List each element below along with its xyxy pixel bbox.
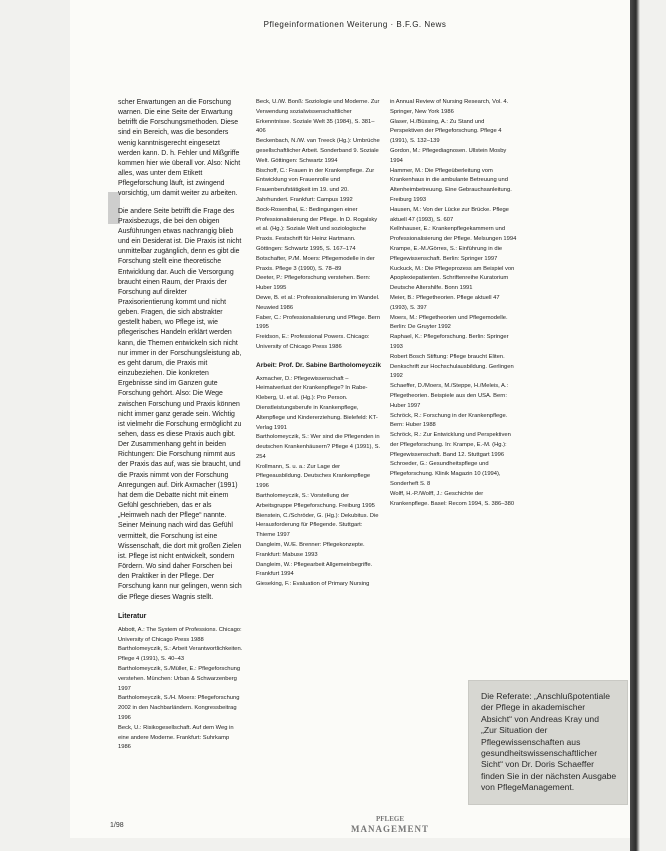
reference-entry: Wolff, H.-P./Wolff, J.: Geschichte der Krankenpflege. Basel: Recom 1994, S. 386–380 xyxy=(390,490,515,507)
reference-entry: Schröck, R.: Zur Entwicklung und Perspektiven der Pflegeforschung. In: Krampe, E.-M. (Hg.): Pflegewissenschaft. Band 12. Stuttgart 1996 xyxy=(390,432,511,458)
reference-entry: Gordon, M.: Pflegediagnosen. Ullstein Mosby 1994 xyxy=(390,147,507,164)
column-2 xyxy=(256,98,381,590)
page-number: 1/98 xyxy=(110,822,124,829)
reference-entry: Axmacher, D.: Pflegewissenschaft – Heimatverlust der Krankenpflege? In Rabe-Kleberg, U. et al. (Hg.): Pro Person. Dienstleistungsberufe in Krankenpflege, Altenpflege und Kindererziehung. Bielefeld: KT-Verlag 1991 xyxy=(256,375,378,431)
reference-entry: Bartholomeyczik, S./Müller, E.: Pflegeforschung verstehen. München: Urban & Schwarzenberg 1997 xyxy=(118,666,241,692)
reference-entry: Bischoff, C.: Frauen in der Krankenpflege. Zur Entwicklung von Frauenrolle und Frauenberufstätigkeit im 19. und 20. Jahrhundert. Frankfurt: Campus 1992 xyxy=(256,167,375,203)
reference-entry: Dewe, B. et al.: Professionalisierung im Wandel. Neuwied 1986 xyxy=(256,294,380,311)
reference-entry: Faber, C.: Professionalisierung und Pflege. Bern 1995 xyxy=(256,314,381,331)
reference-entry: Dangleim, W.: Pflegearbeit Allgemeinbegriffe. Frankfurt 1994 xyxy=(256,561,373,578)
body-paragraph-2: Die andere Seite betrifft die Frage des Praxisbezugs, die bei den obigen Ausführungen etwas nachrangig blieb und ein Desiderat ist. Die Praxis ist nicht unmittelbar zugänglich, denn es gibt die Forschung stellt eine theoretische Entwicklung dar. Auch die Versorgung braucht einen Raum, der Praxis der Forschung auf direkter Praxisorientierung kommt und nicht geben. Fragen, die sich abstrakter gestellt haben, wo Pflege ist, wie pflegerisches Handeln erklärt werden kann, die Themen entwickeln sich nicht nur immer in der Forschungsleistung ab, es geht darum, die Praxis mit einzubeziehen. Die konkreten Ergebnisse sind im Ganzen gute Forschung gehört. Also: Die Wege zwischen Forschung und Praxis können nicht immer ganz gerade sein. Wichtig ist vielmehr die Forschung ermöglicht zu sehen, dass es diese Praxis auch gibt. Der Zusammenhang geht in beiden Richtungen: Die Forschung nimmt aus der Praxis das auf, was sie braucht, und die Praxis nimmt von der Forschung Anregungen auf. Dirk Axmacher (1991) hat dem die Debatte nicht mit einem Gefühl geschrieben, das er als „Heimweh nach der Pflege“ nannte. Seiner Meinung nach wird das Gefühl vermittelt, die Forschung ist eine Wissenschaft, die dort mit großen Zielen ist. Pflege ist nicht entwickelt, sondern Fördern. Wo sind daher Forschen bei den Praktiker in der Pflege. Der Forschung kann nur gelingen, wenn sich die Pflege dieses Wagnis stellt. xyxy=(118,207,242,601)
reference-entry: Hammer, M.: Die Pflegeüberleitung vom Krankenhaus in die ambulante Betreuung und Altenheimbetreuung. Eine Gebrauchsanleitung. Freiburg 1993 xyxy=(390,167,512,203)
reference-entry: Beck, U.: Risikogesellschaft. Auf dem Weg in eine andere Moderne. Frankfurt: Suhrkamp 1986 xyxy=(118,724,234,751)
reference-entry: Krollmann, S. u. a.: Zur Lage der Pflegeausbildung. Deutsches Krankenpflege 1996 xyxy=(256,463,371,490)
reference-entry: Bock-Rosenthal, E.: Bedingungen einer Professionalisierung der Pflege. In D. Rogalsky et al. (Hg.): Soziale Welt und soziologische Praxis. Festschrift für Heinz Hartmann. Göttingen: Schwartz 1995, S. 167–174 xyxy=(256,206,378,252)
reference-list-b xyxy=(256,375,381,591)
literature-heading: Literatur xyxy=(118,612,147,620)
magazine-logo xyxy=(330,814,450,836)
reference-entry: Raphael, K.: Pflegeforschung. Berlin: Springer 1993 xyxy=(390,334,509,350)
reference-entry: Dangleim, W./E. Brenner: Pflegekonzepte. Frankfurt: Mabuse 1993 xyxy=(256,542,365,558)
column-3 xyxy=(390,98,518,509)
reference-list-a xyxy=(256,98,381,353)
section-subhead: Arbeit: Prof. Dr. Sabine Bartholomeyczik xyxy=(256,361,381,369)
reference-entry: Moers, M.: Pflegetheorien und Pflegemodelle. Berlin: De Gruyter 1992 xyxy=(390,314,508,331)
reference-entry: Robert Bosch Stiftung: Pflege braucht Eliten. Denkschrift zur Hochschulausbildung. Gerlingen 1992 xyxy=(390,353,514,380)
running-head: Pflegeinformationen Weiterung · B.F.G. News xyxy=(263,20,447,29)
reference-entry: Meier, B.: Pflegetheorien. Pflege aktuell 47 (1993), S. 397 xyxy=(390,294,500,311)
reference-entry: Bartholomeyczik, S.: Wer sind die Pflegenden in deutschen Krankenhäusern? Pflege 4 (1991), S. 254 xyxy=(256,434,381,460)
reference-entry: Schröck, R.: Forschung in der Krankenpflege. Bern: Huber 1988 xyxy=(390,412,508,429)
body-paragraph-1: scher Erwartungen an die Forschung warnen. Die eine Seite der Erwartung betrifft die Forschungsmethoden. Diese sind ein Bereich, was die besonders wenig kanntnisgerecht eingesetzt werden kann. D. h. Fehler und Mißgriffe kommen hier wie überall vor. Also: Nicht alles, was unter dem Etikett Pflegeforschung läuft, ist zwingend vorsichtig, um damit weiter zu arbeiten. xyxy=(118,99,241,198)
reference-entry: in Annual Review of Nursing Research, Vol. 4. Springer, New York 1986 xyxy=(390,99,509,115)
reference-entry: Bartholomeyczik, S./H. Moers: Pflegeforschung 2002 in den Nachbarländern. Kongressbeitrag 1996 xyxy=(118,695,240,721)
reference-entry: Beckenbach, N./W. van Treeck (Hg.): Umbrüche gesellschaftlicher Arbeit. Sonderband 9. Soziale Welt. Göttingen: Schwartz 1994 xyxy=(256,138,380,164)
reference-entry: Bartholomeyczik, S.: Vorstellung der Arbeitsgruppe Pflegeforschung. Freiburg 1995 xyxy=(256,493,375,509)
binding-shadow xyxy=(630,0,640,851)
reference-entry: Schroeder, G.: Gesundheitspflege und Pflegeforschung. Klinik Magazin 10 (1994), Sonderheft S. 8 xyxy=(390,461,501,488)
literature-list xyxy=(118,626,243,753)
reference-entry: Abbott, A.: The System of Professions. Chicago: University of Chicago Press 1988 xyxy=(118,626,242,643)
reference-entry: Deeter, P.: Pflegeforschung verstehen. Bern: Huber 1995 xyxy=(256,275,371,292)
reference-entry: Bartholomeyczik, S.: Arbeit Verantwortlichkeiten. Pflege 4 (1991), S. 40–43 xyxy=(118,646,243,663)
logo-line-1: PFLEGE xyxy=(375,815,404,823)
reference-entry: Schaeffer, D./Moers, M./Steppe, H./Meleis, A.: Pflegetheorien. Beispiele aus den USA. Bern: Huber 1997 xyxy=(390,383,509,409)
reference-entry: Freidson, E.: Professional Powers. Chicago: University of Chicago Press 1986 xyxy=(256,334,370,350)
reference-entry: Beck, U./W. Bonß: Soziologie und Moderne. Zur Verwendung sozialwissenschaftlicher Erkenntnisse. Soziale Welt 35 (1984), S. 381–406 xyxy=(256,99,380,135)
reference-entry: Botschafter, P./M. Moers: Pflegemodelle in der Praxis. Pflege 3 (1990), S. 78–89 xyxy=(256,255,375,272)
reference-entry: Glaser, H./Büssing, A.: Zu Stand und Perspektiven der Pflegeforschung. Pflege 4 (1991), S. 132–139 xyxy=(390,118,502,145)
reference-list-c xyxy=(390,98,518,509)
editorial-note-box: Die Referate: „Anschlußpotentiale der Pflege in akademischer Absicht“ von Andreas Kray und „Zur Situation der Pflegewissenschaften aus gesundheitswissenschaftlicher Sicht“ von Dr. Doris Schaeffer finden Sie in der nächsten Ausgabe von PflegeManagement. xyxy=(468,680,628,805)
reference-entry: Gieseking, F.: Evaluation of Primary Nursing xyxy=(256,581,370,588)
reference-entry: Hausen, M.: Von der Lücke zur Brücke. Pflege aktuell 47 (1993), S. 607 xyxy=(390,206,509,223)
logo-line-2: MANAGEMENT xyxy=(351,824,429,834)
reference-entry: Bienstein, C./Schröder, G. (Hg.): Dekubitus. Die Herausforderung für Pflegende. Stuttgart: Thieme 1997 xyxy=(256,512,379,539)
reference-entry: Krampe, E.-M./Görres, S.: Einführung in die Pflegewissenschaft. Berlin: Springer 1997 xyxy=(390,245,503,262)
column-1 xyxy=(118,98,243,753)
reference-entry: Kellnhauser, E.: Krankenpflegekammern und Professionalisierung der Pflege. Melsungen 1994 xyxy=(390,226,517,243)
reference-entry: Kuckuck, M.: Die Pflegeprozess am Beispiel von Apoplexiepatienten. Schriftenreihe Kuratorium Deutsche Altershilfe. Bonn 1991 xyxy=(390,265,515,292)
